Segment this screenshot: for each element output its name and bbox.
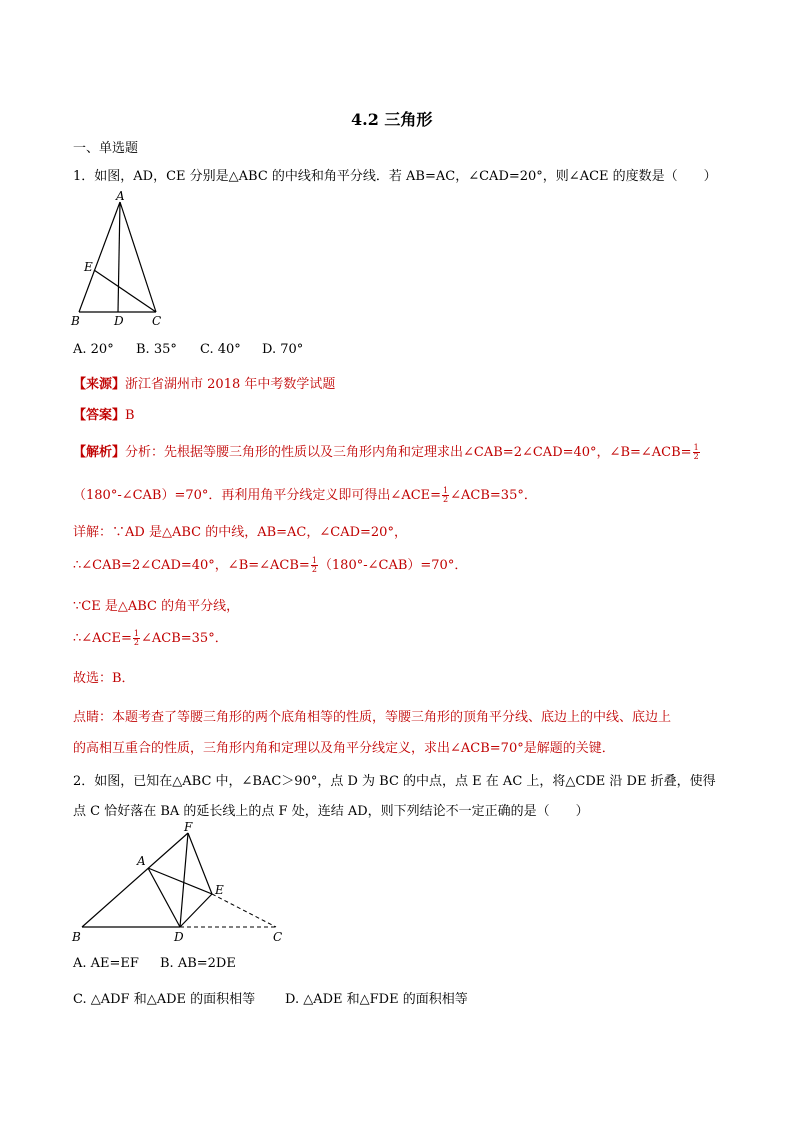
q1-detail-5: 故选：B． (73, 671, 135, 686)
q2-label-c: C (273, 930, 283, 944)
q1-triangle-figure (66, 188, 176, 334)
q2-label-d: D (174, 930, 184, 944)
q1-option-c: C. 40° (200, 342, 241, 357)
answer-text: B (125, 408, 135, 423)
q1-source (73, 373, 335, 392)
detail-text-2a: ∴∠CAB=2∠CAD=40°，∠B=∠ACB= (73, 558, 310, 573)
q1-comment-2: 的高相互重合的性质，三角形内角和定理以及角平分线定义，求出∠ACB=70°是解题的关键． (73, 741, 615, 756)
fraction-half: $\frac{1}{2}$ (133, 629, 139, 647)
detail-text-2b: （180°-∠CAB）=70°． (318, 558, 468, 573)
q1-label-c: C (152, 314, 162, 328)
q2-option-b: B. AB=2DE (160, 956, 236, 971)
page-title: 4.2 三角形 (351, 110, 433, 129)
analysis-text-2a: （180°-∠CAB）=70°．再利用角平分线定义即可得出∠ACE= (73, 488, 442, 503)
source-tag: 【来源】 (73, 377, 126, 392)
q1-label-a: A (116, 189, 125, 203)
q1-detail-3: ∵CE 是△ABC 的角平分线， (73, 599, 240, 614)
section-heading: 一、单选题 (73, 141, 139, 156)
q1-analysis-line1 (73, 441, 701, 461)
analysis-text-2b: ∠ACB=35°． (450, 488, 537, 503)
answer-tag: 【答案】 (73, 408, 126, 423)
q1-label-b: B (71, 314, 80, 328)
q2-label-f: F (184, 820, 193, 834)
analysis-tag: 【解析】 (73, 445, 126, 460)
q1-detail-2 (73, 554, 467, 574)
q1-detail-1: 详解：∵AD 是△ABC 的中线，AB=AC，∠CAD=20°， (73, 525, 407, 540)
q1-option-d: D. 70° (262, 342, 304, 357)
source-text: 浙江省湖州市 2018 年中考数学试题 (125, 377, 336, 392)
q1-label-d: D (114, 314, 124, 328)
q2-fold-figure (68, 820, 293, 948)
q2-option-a: A. AE=EF (73, 956, 139, 971)
fraction-half: $\frac{1}{2}$ (443, 486, 449, 504)
q2-stem-2: 点 C 恰好落在 BA 的延长线上的点 F 处，连结 AD，则下列结论不一定正确的是（ ） (73, 804, 589, 819)
analysis-text-1: 分析：先根据等腰三角形的性质以及三角形内角和定理求出∠CAB=2∠CAD=40°，∠B=∠ACB= (125, 445, 692, 460)
detail-text-4b: ∠ACB=35°． (140, 631, 228, 646)
q2-label-b: B (72, 930, 81, 944)
q1-analysis-line2 (73, 484, 537, 504)
q1-label-e: E (84, 260, 93, 274)
q2-label-e: E (215, 883, 224, 897)
q2-label-a: A (137, 854, 146, 868)
q1-option-a: A. 20° (73, 342, 114, 357)
q2-option-c: C. △ADF 和△ADE 的面积相等 (73, 992, 256, 1007)
q1-option-b: B. 35° (136, 342, 177, 357)
fraction-half: $\frac{1}{2}$ (311, 556, 317, 574)
q1-comment-1: 点睛：本题考查了等腰三角形的两个底角相等的性质，等腰三角形的顶角平分线、底边上的中线、底边上 (73, 710, 672, 725)
q1-answer (73, 404, 135, 423)
fraction-half: $\frac{1}{2}$ (693, 443, 699, 461)
q1-detail-4 (73, 627, 228, 647)
q2-stem-1: 2．如图，已知在△ABC 中，∠BAC＞90°，点 D 为 BC 的中点，点 E 在 AC 上，将△CDE 沿 DE 折叠，使得 (73, 774, 716, 789)
q1-stem: 1．如图，AD，CE 分别是△ABC 的中线和角平分线．若 AB=AC，∠CAD=20°，则∠ACE 的度数是（ ） (73, 169, 717, 184)
detail-text-4a: ∴∠ACE= (73, 631, 132, 646)
q2-option-d: D. △ADE 和△FDE 的面积相等 (285, 992, 468, 1007)
